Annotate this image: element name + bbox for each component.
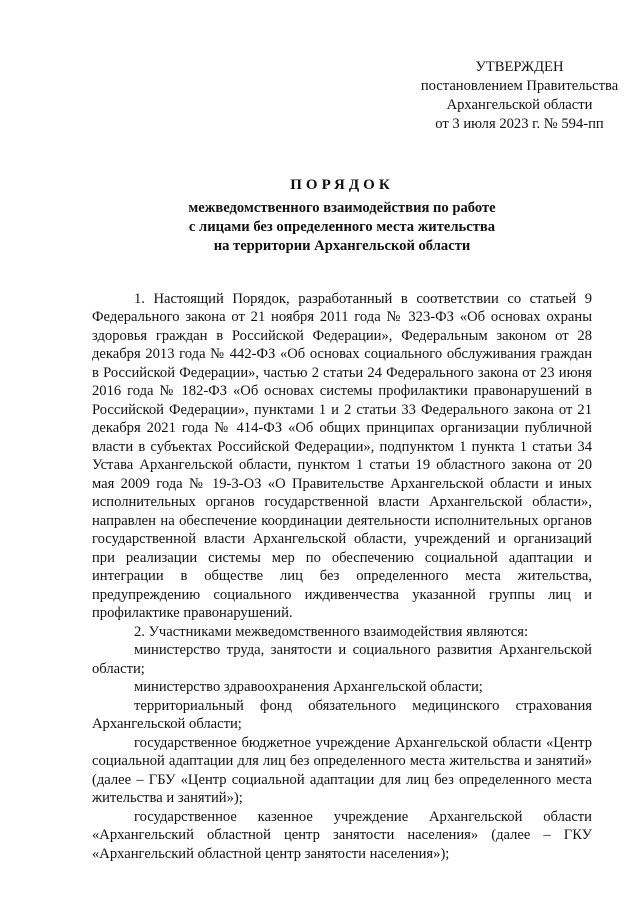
participant-adaptation-center: государственное бюджетное учреждение Архангельской области «Центр социальной адаптации для лиц без определенного места жительства и занятий» (далее – ГБУ «Центр социальной адаптации для лиц без определенного места жительства и занятий»); [92, 734, 592, 806]
subtitle-line-1: межведомственного взаимодействия по работе [188, 199, 496, 216]
approval-line-approved: УТВЕРЖДЕН [475, 59, 564, 75]
document-title: ПОРЯДОК [290, 177, 394, 193]
document-subtitle [92, 199, 592, 256]
paragraph-2-participants: 2. Участниками межведомственного взаимодействия являются: [134, 623, 529, 640]
participant-employment-center: государственное казенное учреждение Архангельской области «Архангельский областной центр занятости населения» (далее – ГКУ «Архангельский областной центр занятости населения»); [92, 808, 592, 862]
approval-line-date-number: от 3 июля 2023 г. № 594-пп [435, 116, 604, 132]
participant-insurance-fund: территориальный фонд обязательного медицинского страхования Архангельской области; [92, 697, 592, 732]
participant-ministry-labor: министерство труда, занятости и социального развития Архангельской области; [92, 642, 592, 677]
approval-line-by-decree: постановлением Правительства [420, 78, 619, 94]
document-body [92, 290, 592, 864]
paragraph-1-purpose: 1. Настоящий Порядок, разработанный в соответствии со статьей 9 Федерального закона от 21 ноября 2011 года № 323-ФЗ «Об основах охраны здоровья граждан в Российской Федерации», Федеральным законом от 28 декабря 2013 года № 442-ФЗ «Об основах социального обслуживания граждан в Российской Федерации», частью 2 статьи 24 Федерального закона от 23 июня 2016 года № 182-ФЗ «Об основах системы профилактики правонарушений в Российской Федерации», пунктами 1 и 2 статьи 33 Федерального закона от 21 декабря 2021 года № 414-ФЗ «Об общих принципах организации публичной власти в субъектах Российской Федерации», подпунктом 1 пункта 1 статьи 34 Устава Архангельской области, пунктом 1 статьи 19 областного закона от 20 мая 2009 года № 19-3-ОЗ «О Правительстве Архангельской области и иных исполнительных органов государственной власти Архангельской области», направлен на обеспечение координации деятельности исполнительных органов государственной власти Архангельской области, учреждений и организаций при реализации системы мер по обеспечению социальной адаптации и интеграции в обществе лиц без определенного места жительства, предупреждению социального иждивенчества указанной группы лиц и профилактике правонарушений. [92, 290, 592, 621]
subtitle-line-2: с лицами без определенного места жительства [188, 218, 496, 235]
participant-ministry-health: министерство здравоохранения Архангельской области; [134, 679, 483, 695]
approval-stamp [412, 58, 627, 134]
subtitle-line-3: на территории Архангельской области [213, 237, 471, 254]
approval-line-region: Архангельской области [446, 97, 593, 113]
